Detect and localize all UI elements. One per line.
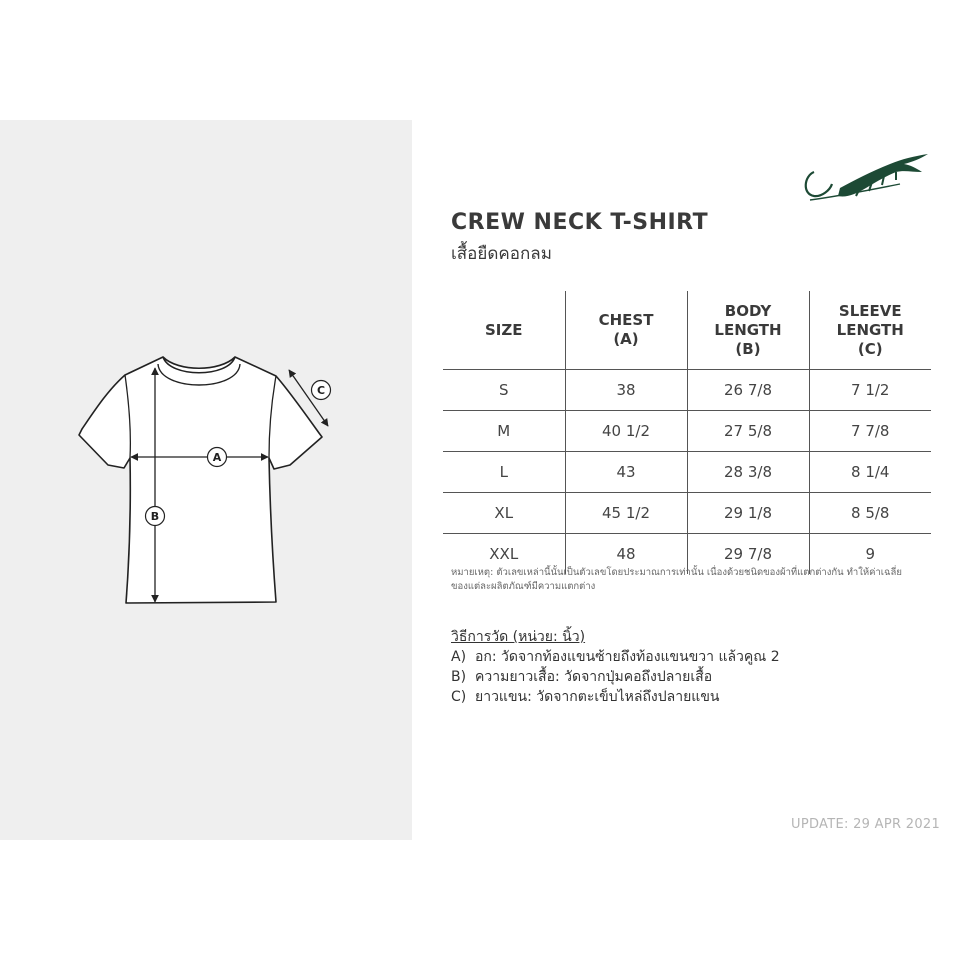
table-header-row: [443, 291, 931, 370]
method-text: ความยาวเสื้อ: วัดจากปุ่มคอถึงปลายเสื้อ: [475, 669, 713, 685]
size-table: [443, 291, 931, 574]
cell-chest: 38: [565, 370, 687, 411]
cell-body-length: 26 7/8: [687, 370, 809, 411]
method-item: [451, 647, 951, 667]
method-item: [451, 667, 951, 687]
page-subtitle: เสื้อยืดคอกลม: [451, 244, 552, 264]
col-chest: CHEST (A): [565, 291, 687, 370]
cell-body-length: 27 5/8: [687, 411, 809, 452]
cell-chest: 48: [565, 534, 687, 575]
note-line-2: ของแต่ละผลิตภัณฑ์มีความแตกต่าง: [451, 581, 596, 592]
cell-size: XXL: [489, 545, 519, 563]
col-size: SIZE: [443, 291, 565, 370]
cell-body-length: 28 3/8: [687, 452, 809, 493]
cell-size: S: [443, 370, 565, 411]
cell-chest: 40 1/2: [565, 411, 687, 452]
cell-sleeve-length: 7 1/2: [809, 370, 931, 411]
method-item: [451, 687, 951, 707]
cell-sleeve-length: 8 1/4: [809, 452, 931, 493]
cell-sleeve-length: 9: [809, 534, 931, 575]
cell-sleeve-length: 8 5/8: [809, 493, 931, 534]
label-b: B: [150, 510, 160, 523]
col-body-length: BODY LENGTH (B): [687, 291, 809, 370]
cell-size: M: [443, 411, 565, 452]
tshirt-diagram: [0, 120, 412, 840]
cell-chest: 43: [565, 452, 687, 493]
method-heading: วิธีการวัด (หน่วย: นิ้ว): [451, 629, 586, 645]
cell-sleeve-length: 7 7/8: [809, 411, 931, 452]
method-letter: C): [451, 689, 467, 705]
diagram-panel: [0, 120, 412, 840]
note-line-1: หมายเหตุ: ตัวเลขเหล่านี้นั้นเป็นตัวเลขโดยประมาณการเท่านั้น เนื่องด้วยชนิดของผ้าที่แตกต่างกัน ทำให้ค่าเฉลี่ย: [451, 567, 902, 578]
cell-body-length: 29 7/8: [687, 534, 809, 575]
table-row: [443, 452, 931, 493]
tshirt-outline: [79, 357, 322, 603]
update-date: UPDATE: 29 APR 2021: [791, 817, 941, 832]
method-text: อก: วัดจากท้องแขนซ้ายถึงท้องแขนขวา แล้วคูณ 2: [475, 649, 780, 665]
table-row: [443, 493, 931, 534]
label-c: C: [316, 384, 326, 397]
cell-size: L: [443, 452, 565, 493]
measurement-method: [451, 627, 951, 707]
disclaimer-note: [451, 566, 951, 594]
method-letter: B): [451, 669, 467, 685]
method-text: ยาวแขน: วัดจากตะเข็บไหล่ถึงปลายแขน: [475, 689, 720, 705]
cell-size: XL: [443, 493, 565, 534]
cell-chest: 45 1/2: [565, 493, 687, 534]
cell-body-length: 29 1/8: [687, 493, 809, 534]
col-sleeve-length: SLEEVE LENGTH (C): [809, 291, 931, 370]
page-title: CREW NECK T-SHIRT: [451, 210, 709, 235]
table-row: [443, 370, 931, 411]
method-letter: A): [451, 649, 467, 665]
table-row: [443, 411, 931, 452]
crocodile-logo: [800, 150, 930, 208]
label-a: A: [212, 451, 222, 464]
